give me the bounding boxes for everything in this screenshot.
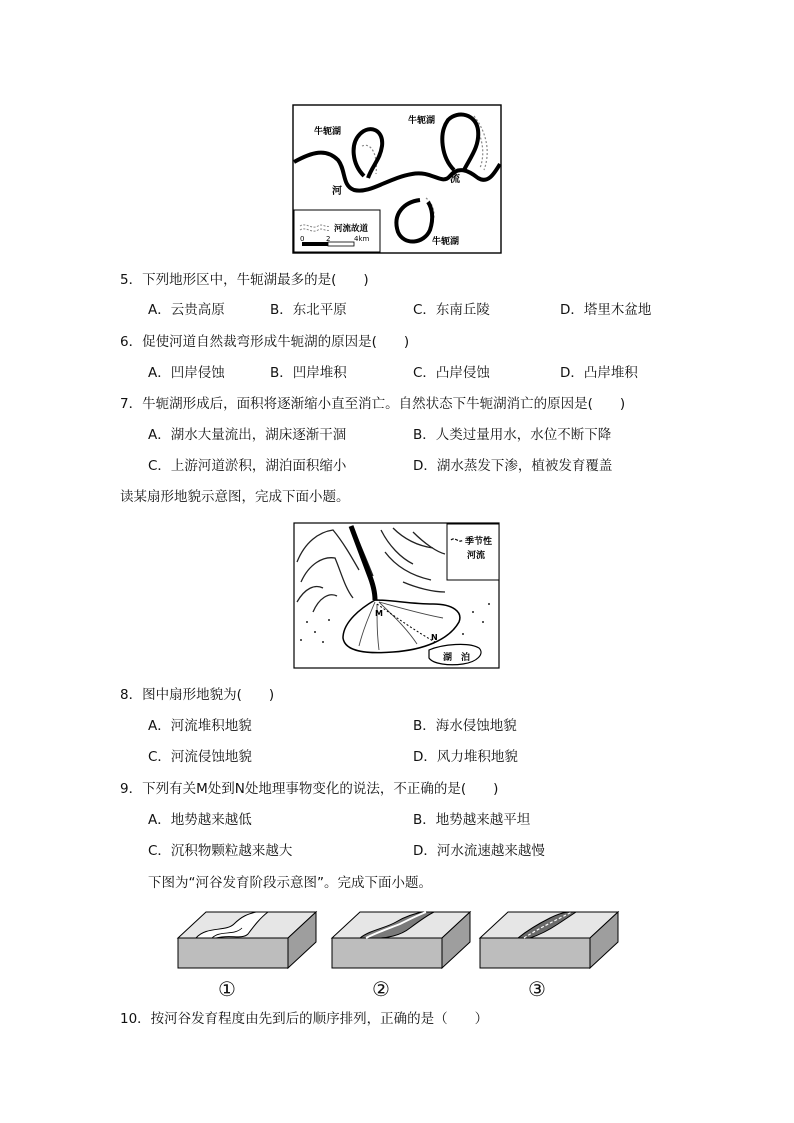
question-8-option-c[interactable]: C．河流侵蚀地貌 [148,749,252,765]
question-5-option-c[interactable]: C．东南丘陵 [413,302,490,318]
question-5-stem: 5．下列地形区中，牛轭湖最多的是( ) [120,272,369,288]
valley-label-1: ① [218,977,236,1001]
question-10-stem: 10．按河谷发育程度由先到后的顺序排列，正确的是（ ） [120,1011,489,1027]
valley-diagram-1 [176,908,318,972]
question-8-option-d[interactable]: D．风力堆积地貌 [413,749,518,765]
legend-seasonal-1: 季节性 [465,537,493,547]
question-6-stem: 6．促使河道自然裁弯形成牛轭湖的原因是( ) [120,334,410,350]
question-6-option-a[interactable]: A．凹岸侵蚀 [148,365,225,381]
question-5-option-d[interactable]: D．塔里木盆地 [560,302,652,318]
scale-tick-4km: 4km [354,235,370,243]
scale-tick-0: 0 [300,235,305,243]
scale-tick-2: 2 [326,235,331,243]
legend-seasonal-2: 河流 [467,551,486,561]
question-7-option-c[interactable]: C．上游河道淤积，湖泊面积缩小 [148,458,347,474]
question-7-option-a[interactable]: A．湖水大量流出，湖床逐渐干涸 [148,427,347,443]
question-9-option-d[interactable]: D．河水流速越来越慢 [413,843,545,859]
lake-label: 湖 泊 [443,653,471,663]
oxbow-label-1: 牛轭湖 [314,127,342,137]
legend-old-channel: 河流故道 [334,224,369,234]
fan-intro-text: 读某扇形地貌示意图，完成下面小题。 [120,489,350,505]
question-6-option-b[interactable]: B．凹岸堆积 [270,365,347,381]
oxbow-label-2: 牛轭湖 [408,116,436,126]
valley-diagram-2 [330,908,472,972]
valley-intro-text: 下图为“河谷发育阶段示意图”。完成下面小题。 [148,875,432,891]
oxbow-lake-map [292,104,502,254]
valley-label-3: ③ [528,977,546,1001]
valley-label-2: ② [372,977,390,1001]
question-9-stem: 9．下列有关M处到N处地理事物变化的说法，不正确的是( ) [120,781,499,797]
question-8-stem: 8．图中扇形地貌为( ) [120,687,275,703]
point-n-label: N [431,633,438,642]
question-5-option-a[interactable]: A．云贵高原 [148,302,225,318]
question-9-option-c[interactable]: C．沉积物颗粒越来越大 [148,843,293,859]
question-9-option-a[interactable]: A．地势越来越低 [148,812,252,828]
question-7-stem: 7．牛轭湖形成后，面积将逐渐缩小直至消亡。自然状态下牛轭湖消亡的原因是( ) [120,396,626,412]
river-label-he: 河 [332,186,342,197]
valley-diagram-3 [478,908,620,972]
oxbow-label-3: 牛轭湖 [432,237,460,247]
question-6-option-d[interactable]: D．凸岸堆积 [560,365,638,381]
question-7-option-d[interactable]: D．湖水蒸发下渗，植被发育覆盖 [413,458,613,474]
question-9-option-b[interactable]: B．地势越来越平坦 [413,812,531,828]
river-label-liu: 流 [450,174,460,185]
point-m-label: M [375,609,383,618]
question-8-option-a[interactable]: A．河流堆积地貌 [148,718,252,734]
question-8-option-b[interactable]: B．海水侵蚀地貌 [413,718,517,734]
question-7-option-b[interactable]: B．人类过量用水，水位不断下降 [413,427,612,443]
question-5-option-b[interactable]: B．东北平原 [270,302,347,318]
alluvial-fan-map [293,522,500,669]
question-6-option-c[interactable]: C．凸岸侵蚀 [413,365,490,381]
